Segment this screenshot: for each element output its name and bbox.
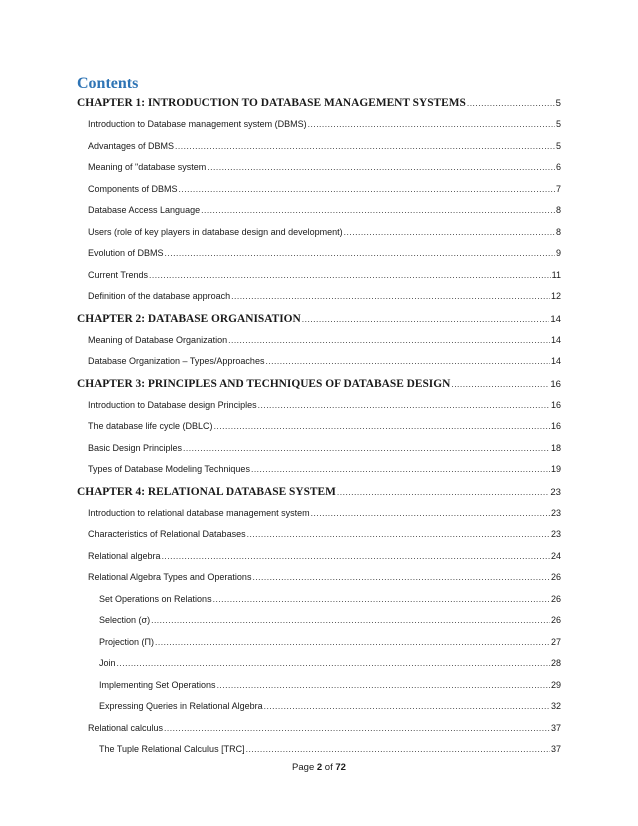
toc-page-number: 23 (550, 529, 561, 539)
toc-page-number: 23 (550, 486, 561, 498)
toc-dot-leader (201, 200, 555, 222)
toc-entry-label: Types of Database Modeling Techniques (88, 464, 250, 474)
toc-page-number: 28 (550, 658, 561, 668)
toc-dot-leader (246, 739, 550, 761)
toc-entry-label: Evolution of DBMS (88, 248, 164, 258)
toc-dot-leader (207, 157, 555, 179)
toc-dot-leader (213, 589, 550, 611)
toc-page-number: 29 (550, 679, 561, 690)
toc-page-number: 19 (550, 464, 561, 474)
toc-dot-leader (311, 503, 550, 525)
toc-section-entry[interactable] (77, 179, 561, 201)
footer-current-page: 2 (316, 762, 323, 773)
toc-entry-label: Components of DBMS (88, 183, 178, 194)
toc-chapter-entry[interactable] (77, 373, 561, 395)
footer-total-pages: 72 (335, 762, 346, 773)
toc-section-entry[interactable] (77, 114, 561, 136)
toc-dot-leader (217, 675, 550, 697)
toc-entry-label: CHAPTER 3: PRINCIPLES AND TECHNIQUES OF DATABASE DESIGN (77, 377, 451, 390)
toc-section-entry[interactable] (77, 395, 561, 417)
toc-page-number: 5 (555, 98, 561, 109)
toc-dot-leader (344, 222, 555, 244)
toc-page-number: 18 (550, 442, 561, 453)
toc-dot-leader (162, 546, 550, 568)
toc-page-number: 16 (550, 399, 561, 410)
toc-section-entry[interactable] (77, 286, 561, 308)
toc-entry-label: The database life cycle (DBLC) (88, 421, 213, 431)
toc-dot-leader (214, 416, 550, 438)
toc-page-number: 32 (550, 701, 561, 711)
toc-page-number: 5 (555, 140, 561, 151)
toc-entry-label: Set Operations on Relations (99, 593, 212, 604)
toc-dot-leader (228, 330, 550, 352)
toc-chapter-entry[interactable] (77, 481, 561, 503)
toc-entry-label: The Tuple Relational Calculus [TRC] (99, 744, 245, 754)
toc-dot-leader (251, 459, 550, 481)
toc-dot-leader (155, 632, 550, 654)
toc-dot-leader (264, 696, 550, 718)
toc-subsection-entry[interactable] (77, 653, 561, 675)
toc-entry-label: Meaning of "database system (88, 162, 207, 172)
toc-subsection-entry[interactable] (77, 696, 561, 718)
toc-entry-label: Introduction to relational database management system (88, 507, 310, 518)
toc-page-number: 9 (555, 248, 561, 258)
toc-section-entry[interactable] (77, 503, 561, 525)
toc-entry-label: Selection (σ) (99, 615, 151, 625)
footer-prefix: Page (292, 762, 317, 773)
toc-entry-label: Definition of the database approach (88, 291, 231, 301)
toc-section-entry[interactable] (77, 243, 561, 265)
toc-subsection-entry[interactable] (77, 610, 561, 632)
toc-entry-label: Basic Design Principles (88, 442, 183, 453)
toc-dot-leader (164, 718, 550, 740)
toc-page-number: 23 (550, 507, 561, 518)
toc-section-entry[interactable] (77, 546, 561, 568)
toc-entry-label: Users (role of key players in database design and development) (88, 226, 343, 237)
toc-entry-label: Introduction to Database design Principles (88, 399, 257, 410)
toc-dot-leader (117, 653, 550, 675)
toc-section-entry[interactable] (77, 416, 561, 438)
toc-entry-label: CHAPTER 4: RELATIONAL DATABASE SYSTEM (77, 485, 336, 498)
toc-page-number: 37 (550, 722, 561, 733)
table-of-contents (77, 92, 561, 761)
toc-entry-label: Advantages of DBMS (88, 140, 175, 151)
toc-page-number: 26 (550, 572, 561, 582)
toc-dot-leader (149, 265, 551, 287)
toc-dot-leader (265, 351, 550, 373)
toc-section-entry[interactable] (77, 222, 561, 244)
toc-section-entry[interactable] (77, 330, 561, 352)
toc-subsection-entry[interactable] (77, 675, 561, 697)
toc-dot-leader (337, 481, 549, 503)
toc-entry-label: CHAPTER 1: INTRODUCTION TO DATABASE MANAGEMENT SYSTEMS (77, 97, 466, 109)
toc-entry-label: Characteristics of Relational Databases (88, 529, 246, 539)
toc-entry-label: Introduction to Database management system (DBMS) (88, 119, 307, 129)
toc-entry-label: Join (99, 658, 116, 668)
toc-page-number: 27 (550, 636, 561, 647)
toc-page-number: 16 (550, 378, 561, 390)
toc-subsection-entry[interactable] (77, 632, 561, 654)
toc-page-number: 26 (550, 593, 561, 604)
toc-section-entry[interactable] (77, 524, 561, 546)
toc-chapter-entry[interactable] (77, 308, 561, 330)
toc-dot-leader (183, 438, 550, 460)
toc-entry-label: Relational Algebra Types and Operations (88, 572, 252, 582)
toc-section-entry[interactable] (77, 459, 561, 481)
toc-entry-label: Current Trends (88, 269, 149, 280)
toc-page-number: 12 (550, 291, 561, 301)
toc-entry-label: Relational algebra (88, 550, 161, 561)
toc-page-number: 16 (550, 421, 561, 431)
toc-page-number: 26 (550, 615, 561, 625)
toc-entry-label: Meaning of Database Organization (88, 334, 228, 345)
toc-title: Contents (77, 75, 139, 92)
toc-section-entry[interactable] (77, 567, 561, 589)
toc-page-number: 37 (550, 744, 561, 754)
toc-dot-leader (231, 286, 550, 308)
toc-page-number: 7 (555, 183, 561, 194)
footer-middle: of (322, 762, 336, 773)
toc-entry-label: Database Organization – Types/Approaches (88, 356, 265, 366)
toc-section-entry[interactable] (77, 157, 561, 179)
toc-chapter-entry[interactable] (77, 92, 561, 114)
toc-dot-leader (258, 395, 550, 417)
toc-entry-label: Implementing Set Operations (99, 679, 216, 690)
toc-page-number: 14 (550, 313, 561, 325)
toc-section-entry[interactable] (77, 438, 561, 460)
toc-entry-label: Relational calculus (88, 722, 164, 733)
toc-page-number: 6 (555, 162, 561, 172)
toc-dot-leader (175, 136, 555, 158)
toc-entry-label: CHAPTER 2: DATABASE ORGANISATION (77, 312, 301, 325)
toc-page-number: 8 (555, 205, 561, 215)
toc-page-number: 5 (555, 119, 561, 129)
toc-section-entry[interactable] (77, 265, 561, 287)
toc-entry-label: Expressing Queries in Relational Algebra (99, 701, 263, 711)
toc-dot-leader (308, 114, 555, 136)
toc-dot-leader (179, 179, 555, 201)
toc-page-number: 14 (550, 356, 561, 366)
toc-section-entry[interactable] (77, 200, 561, 222)
toc-dot-leader (165, 243, 555, 265)
toc-entry-label: Database Access Language (88, 205, 201, 215)
page-footer (0, 762, 638, 773)
toc-section-entry[interactable] (77, 718, 561, 740)
toc-page-number: 8 (555, 226, 561, 237)
toc-entry-label: Projection (Π) (99, 636, 155, 647)
toc-section-entry[interactable] (77, 351, 561, 373)
toc-section-entry[interactable] (77, 136, 561, 158)
toc-page-number: 11 (551, 269, 561, 280)
toc-subsection-entry[interactable] (77, 739, 561, 761)
toc-subsection-entry[interactable] (77, 589, 561, 611)
toc-page-number: 14 (550, 334, 561, 345)
toc-page-number: 24 (550, 550, 561, 561)
toc-dot-leader (467, 92, 555, 114)
toc-dot-leader (451, 373, 549, 395)
toc-dot-leader (252, 567, 550, 589)
toc-dot-leader (151, 610, 550, 632)
toc-dot-leader (302, 308, 550, 330)
toc-dot-leader (247, 524, 550, 546)
